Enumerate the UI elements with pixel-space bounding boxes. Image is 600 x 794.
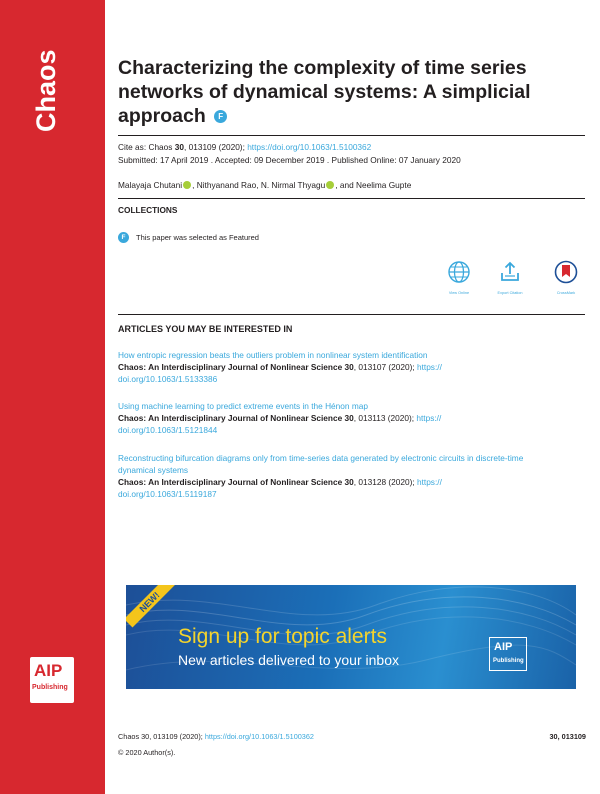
related-doi-link-cont[interactable]: doi.org/10.1063/1.5121844 xyxy=(118,425,218,435)
featured-badge-icon[interactable]: F xyxy=(214,110,227,123)
journal-sidebar xyxy=(0,0,105,794)
orcid-icon[interactable] xyxy=(183,181,191,189)
publishing-logo-text: Publishing xyxy=(32,684,68,691)
related-journal: Chaos: An Interdisciplinary Journal of Nonlinear Science xyxy=(118,362,343,372)
related-ref: , 013107 (2020); xyxy=(353,362,415,372)
featured-icon[interactable]: F xyxy=(118,232,129,243)
footer-volume: 30 xyxy=(141,732,150,741)
export-icon xyxy=(498,260,522,284)
footer-citation xyxy=(118,732,314,741)
new-ribbon: NEW! xyxy=(126,585,175,627)
crossmark-icon xyxy=(554,260,578,284)
view-online-button[interactable] xyxy=(439,260,479,295)
cite-journal: Chaos xyxy=(148,142,173,152)
footer-journal: Chaos xyxy=(118,732,140,741)
crossmark-label: CrossMark xyxy=(556,291,576,295)
divider xyxy=(118,314,585,315)
view-online-label: View Online xyxy=(448,291,470,295)
journal-name: Chaos xyxy=(31,49,61,132)
divider xyxy=(118,198,585,199)
cite-label: Cite as: xyxy=(118,142,147,152)
divider xyxy=(118,135,585,136)
footer-doi-link[interactable]: https://doi.org/10.1063/1.5100362 xyxy=(204,732,314,741)
related-ref: , 013113 (2020); xyxy=(353,413,415,423)
topic-alerts-banner[interactable] xyxy=(126,585,576,689)
related-volume: 30 xyxy=(344,477,354,487)
publication-dates: Submitted: 17 April 2019 . Accepted: 09 December 2019 . Published Online: 07 January 2020 xyxy=(118,155,461,165)
related-journal: Chaos: An Interdisciplinary Journal of Nonlinear Science xyxy=(118,413,343,423)
related-doi-link[interactable]: https:// xyxy=(416,477,442,487)
crossmark-button[interactable] xyxy=(546,260,586,295)
related-doi-link[interactable]: https:// xyxy=(416,362,442,372)
banner-headline: Sign up for topic alerts xyxy=(178,625,387,648)
cite-line xyxy=(118,142,371,152)
aip-publishing-logo[interactable] xyxy=(30,657,74,703)
related-journal: Chaos: An Interdisciplinary Journal of Nonlinear Science xyxy=(118,477,343,487)
banner-logo-aip: AIP xyxy=(494,641,513,653)
export-citation-button[interactable] xyxy=(490,260,530,295)
featured-note-text: This paper was selected as Featured xyxy=(136,233,259,242)
related-doi-link[interactable]: https:// xyxy=(416,413,442,423)
related-article xyxy=(118,349,548,385)
related-article-title[interactable]: Reconstructing bifurcation diagrams only from time-series data generated by electronic circuits in discrete-time dynamical systems xyxy=(118,453,524,475)
related-doi-link-cont[interactable]: doi.org/10.1063/1.5119187 xyxy=(118,489,217,499)
related-article-ref xyxy=(118,412,548,424)
cite-doi-link[interactable]: https://doi.org/10.1063/1.5100362 xyxy=(247,142,372,152)
related-articles-heading: ARTICLES YOU MAY BE INTERESTED IN xyxy=(118,324,293,334)
article-title xyxy=(118,56,588,128)
related-ref: , 013128 (2020); xyxy=(353,477,415,487)
related-volume: 30 xyxy=(344,413,354,423)
banner-aip-logo xyxy=(489,637,527,671)
copyright: © 2020 Author(s). xyxy=(118,748,176,757)
author-name[interactable]: Malayaja Chutani xyxy=(118,180,183,190)
related-article-title[interactable]: Using machine learning to predict extreme events in the Hénon map xyxy=(118,401,368,411)
cite-volume: 30 xyxy=(174,142,184,152)
related-article-ref xyxy=(118,476,548,488)
article-title-text: Characterizing the complexity of time series networks of dynamical systems: A simplicial approach xyxy=(118,57,531,127)
related-doi-link-cont[interactable]: doi.org/10.1063/1.5133386 xyxy=(118,374,218,384)
page-number: 30, 013109 xyxy=(549,732,586,741)
orcid-icon[interactable] xyxy=(326,181,334,189)
related-article xyxy=(118,400,548,436)
related-article xyxy=(118,452,548,500)
author-names[interactable]: , Nithyanand Rao, N. Nirmal Thyagu xyxy=(192,180,326,190)
banner-subline: New articles delivered to your inbox xyxy=(178,652,399,668)
related-article-title[interactable]: How entropic regression beats the outliers problem in nonlinear system identification xyxy=(118,350,428,360)
globe-icon xyxy=(447,260,471,284)
footer-ref: , 013109 (2020); xyxy=(149,732,203,741)
banner-logo-publishing: Publishing xyxy=(493,658,524,664)
export-citation-label: Export Citation xyxy=(497,291,523,295)
aip-logo-text: AIP xyxy=(34,661,63,680)
featured-note xyxy=(118,232,259,243)
author-names-last[interactable]: , and Neelima Gupte xyxy=(335,180,412,190)
collections-heading: COLLECTIONS xyxy=(118,205,178,215)
related-article-ref xyxy=(118,361,548,373)
cite-rest: , 013109 (2020); xyxy=(183,142,245,152)
related-volume: 30 xyxy=(344,362,354,372)
author-list xyxy=(118,180,411,190)
